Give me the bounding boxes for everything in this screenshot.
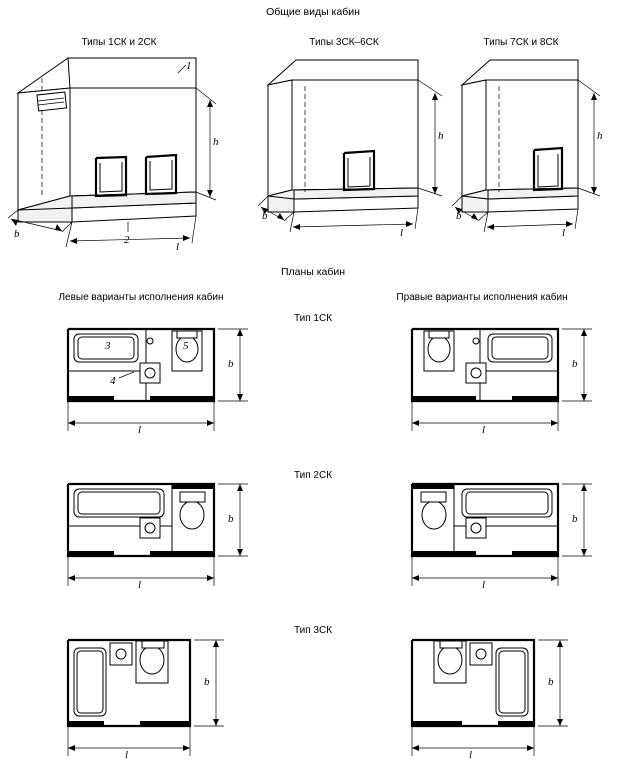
plan-row-3-type-label: Тип 3СК bbox=[293, 625, 333, 636]
plan-row-3-left-dim-l: l bbox=[125, 749, 129, 761]
general-view-2-dim-h: h bbox=[438, 130, 444, 142]
plan-row-1-left-dim-l: l bbox=[138, 424, 142, 436]
plan-row-3-right-dim-l: l bbox=[469, 749, 473, 761]
general-view-1-title: Типы 1СК и 2СК bbox=[81, 37, 157, 48]
plan-row-1-callout-4: 4 bbox=[110, 375, 116, 387]
plan-row-3-right-dim-b: b bbox=[548, 676, 554, 688]
plan-row-2-type-label: Тип 2СК bbox=[293, 470, 333, 481]
plan-header-left: Левые варианты исполнения кабин bbox=[58, 292, 224, 303]
general-view-3-dim-h: h bbox=[597, 130, 603, 142]
plan-row-3-left-dim-b: b bbox=[204, 676, 210, 688]
plan-row-1-left-dim-b: b bbox=[228, 358, 234, 370]
general-view-1-dim-h: h bbox=[213, 136, 219, 148]
general-view-3-dim-l: l bbox=[562, 227, 566, 239]
plan-row-1-right-dim-b: b bbox=[572, 358, 578, 370]
plan-row-2-left-dim-b: b bbox=[228, 513, 234, 525]
plan-3sk-right bbox=[412, 640, 568, 756]
general-view-2-dim-b: b bbox=[262, 210, 268, 222]
general-view-3-dim-b: b bbox=[456, 210, 462, 222]
plan-row-1-right-dim-l: l bbox=[482, 424, 486, 436]
general-view-2-dim-l: l bbox=[400, 227, 404, 239]
plan-row-2-left-dim-l: l bbox=[138, 579, 142, 591]
callout-1-label: 1 bbox=[186, 60, 192, 72]
general-view-1-dim-l: l bbox=[176, 241, 180, 253]
plan-row-2-right-dim-b: b bbox=[572, 513, 578, 525]
plan-row-1-callout-5: 5 bbox=[183, 340, 189, 352]
plan-row-1-type-label: Тип 1СК bbox=[293, 313, 333, 324]
section-title-plans: Планы кабин bbox=[280, 266, 346, 278]
plan-3sk-left bbox=[68, 640, 224, 756]
general-view-3-title: Типы 7СК и 8СК bbox=[483, 37, 559, 48]
plan-row-2-right-dim-l: l bbox=[482, 579, 486, 591]
general-view-1-dim-b: b bbox=[14, 228, 20, 240]
section-title-general-views: Общие виды кабин bbox=[266, 6, 360, 18]
plan-row-1-callout-3: 3 bbox=[105, 340, 111, 352]
general-view-2-title: Типы 3СК–6СК bbox=[309, 37, 379, 48]
plan-header-right: Правые варианты исполнения кабин bbox=[396, 292, 568, 303]
callout-2-label: 2 bbox=[124, 234, 130, 246]
